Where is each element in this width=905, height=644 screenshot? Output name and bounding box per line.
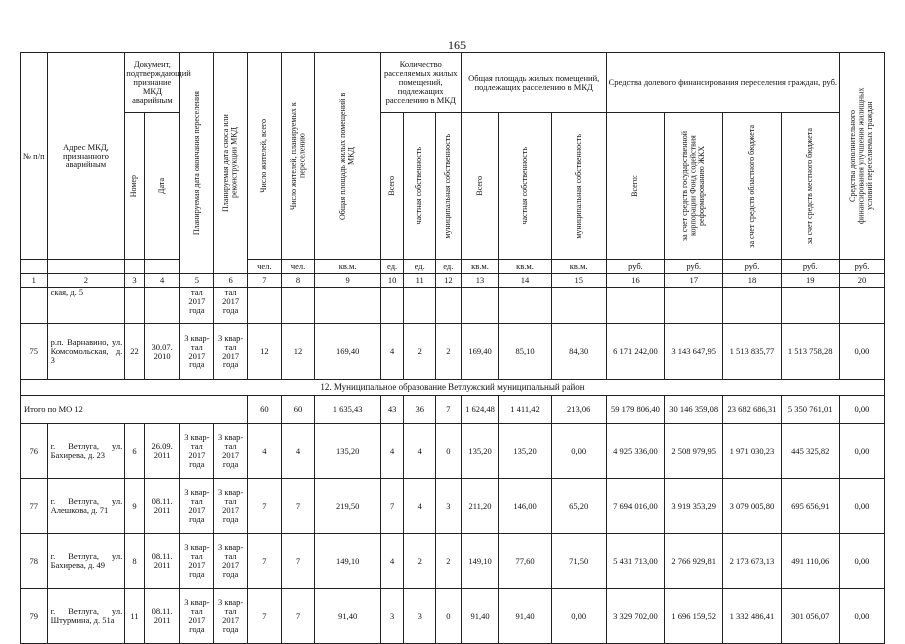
cell: 695 656,91 xyxy=(781,479,839,534)
header-col-number: № п/п xyxy=(21,53,48,260)
resettle-date-cell: 3 квар- тал 2017 года xyxy=(180,589,214,644)
cell: 85,10 xyxy=(499,324,551,380)
demolition-date-cell: 3 квар- тал 2017 года xyxy=(214,324,248,380)
resettle-date-cell: тал 2017 года xyxy=(180,288,214,324)
col-number: 8 xyxy=(281,274,315,288)
cell: 7 xyxy=(247,479,281,534)
cell: 7 xyxy=(281,534,315,589)
cell: 7 xyxy=(380,479,404,534)
cell: 71,50 xyxy=(551,534,606,589)
cell: 3 xyxy=(436,479,462,534)
unit-cell: ед. xyxy=(404,260,436,274)
cell: 7 xyxy=(247,589,281,644)
cell: 3 329 702,00 xyxy=(606,589,664,644)
address-cell: р.п. Варнавино, ул. Комсомольская, д. 3 xyxy=(47,324,125,380)
cell: 3 143 647,95 xyxy=(665,324,723,380)
header-funding-regional: за счет средств областного бюджета xyxy=(723,113,781,260)
cell: 0,00 xyxy=(551,589,606,644)
col-number: 3 xyxy=(125,274,144,288)
header-doc-number: Номер xyxy=(125,113,144,260)
cell: 0 xyxy=(436,424,462,479)
cell: 3 919 353,29 xyxy=(665,479,723,534)
cell: 84,30 xyxy=(551,324,606,380)
demolition-date-cell: 3 квар- тал 2017 года xyxy=(214,479,248,534)
col-number: 7 xyxy=(247,274,281,288)
cell: 43 xyxy=(380,396,404,424)
cell: 23 682 686,31 xyxy=(723,396,781,424)
cell: 445 325,82 xyxy=(781,424,839,479)
col-number: 1 xyxy=(21,274,48,288)
unit-cell: руб. xyxy=(839,260,884,274)
cell: 77,60 xyxy=(499,534,551,589)
cell: 7 xyxy=(281,479,315,534)
cell: 1 411,42 xyxy=(499,396,551,424)
cell: 301 056,07 xyxy=(781,589,839,644)
cell: 169,40 xyxy=(461,324,499,380)
col-number: 5 xyxy=(180,274,214,288)
col-number: 15 xyxy=(551,274,606,288)
demolition-date-cell: 3 квар- тал 2017 года xyxy=(214,589,248,644)
cell: 213,06 xyxy=(551,396,606,424)
header-address: Адрес МКД, признанного аварийным xyxy=(47,53,125,260)
header-doc-date: Дата xyxy=(144,113,180,260)
table-row xyxy=(21,324,885,380)
address-cell: г. Ветлуга, ул. Бахирева, д. 49 xyxy=(47,534,125,589)
header-area-private: частная собственность xyxy=(499,113,551,260)
header-funding: Средства долевого финансирования переселения граждан, руб. xyxy=(606,53,839,113)
table-row xyxy=(21,589,885,644)
header-additional-funding: Средства дополнительного финансирования улучшения жилищных условий переселяемых граждан xyxy=(839,53,884,260)
header-premises-private: частная собственность xyxy=(404,113,436,260)
cell: 149,10 xyxy=(315,534,380,589)
cell: 1 513 835,77 xyxy=(723,324,781,380)
cell: 219,50 xyxy=(315,479,380,534)
resettlement-table xyxy=(20,52,885,644)
col-number: 17 xyxy=(665,274,723,288)
address-cell: г. Ветлуга, ул. Алешкова, д. 71 xyxy=(47,479,125,534)
cell: 2 173 673,13 xyxy=(723,534,781,589)
cell: 4 xyxy=(404,479,436,534)
row-number: 79 xyxy=(21,589,48,644)
col-number: 6 xyxy=(214,274,248,288)
cell: 4 925 336,00 xyxy=(606,424,664,479)
header-area-total: Всего xyxy=(461,113,499,260)
header-resettlement-end-date: Планируемая дата окончания переселения xyxy=(180,53,214,274)
cell: 7 xyxy=(436,396,462,424)
cell: 12 xyxy=(247,324,281,380)
header-total-area: Общая площадь жилых помещений в МКД xyxy=(315,53,380,260)
cell: 4 xyxy=(247,424,281,479)
address-cell: г. Ветлуга, ул. Бахирева, д. 23 xyxy=(47,424,125,479)
table-row xyxy=(21,288,885,324)
header-residents-total: Число жителей, всего xyxy=(247,53,281,260)
cell: 0,00 xyxy=(839,534,884,589)
cell: 0,00 xyxy=(839,424,884,479)
resettle-date-cell: 3 квар- тал 2017 года xyxy=(180,424,214,479)
doc-date-cell: 08.11. 2011 xyxy=(144,479,180,534)
cell: 7 xyxy=(247,534,281,589)
cell: 60 xyxy=(281,396,315,424)
header-residents-planned: Число жителей, планируемых к переселению xyxy=(281,53,315,260)
unit-cell: руб. xyxy=(723,260,781,274)
col-number: 20 xyxy=(839,274,884,288)
col-number: 12 xyxy=(436,274,462,288)
cell: 0,00 xyxy=(551,424,606,479)
unit-cell: чел. xyxy=(247,260,281,274)
cell: 36 xyxy=(404,396,436,424)
cell: 135,20 xyxy=(499,424,551,479)
resettle-date-cell: 3 квар- тал 2017 года xyxy=(180,479,214,534)
cell: 30 146 359,08 xyxy=(665,396,723,424)
cell: 135,20 xyxy=(461,424,499,479)
cell: 491 110,06 xyxy=(781,534,839,589)
row-number: 78 xyxy=(21,534,48,589)
cell: 4 xyxy=(380,324,404,380)
cell: 4 xyxy=(404,424,436,479)
cell: 2 xyxy=(436,534,462,589)
cell: 169,40 xyxy=(315,324,380,380)
section-title: 12. Муниципальное образование Ветлужский муниципальный район xyxy=(21,380,885,396)
col-number: 19 xyxy=(781,274,839,288)
cell: 3 xyxy=(380,589,404,644)
cell: 91,40 xyxy=(315,589,380,644)
col-number: 9 xyxy=(315,274,380,288)
doc-date-cell: 30.07. 2010 xyxy=(144,324,180,380)
unit-cell: руб. xyxy=(665,260,723,274)
cell: 3 079 005,80 xyxy=(723,479,781,534)
unit-cell: ед. xyxy=(380,260,404,274)
header-funding-local: за счет средств местного бюджета xyxy=(781,113,839,260)
cell: 2 xyxy=(436,324,462,380)
resettle-date-cell: 3 квар- тал 2017 года xyxy=(180,324,214,380)
header-premises-count: Количество расселяемых жилых помещений, подлежащих расселению в МКД xyxy=(380,53,461,113)
unit-cell: ед. xyxy=(436,260,462,274)
unit-cell: чел. xyxy=(281,260,315,274)
cell: 1 332 486,41 xyxy=(723,589,781,644)
demolition-date-cell: 3 квар- тал 2017 года xyxy=(214,424,248,479)
cell: 0,00 xyxy=(839,396,884,424)
doc-number-cell: 6 xyxy=(125,424,144,479)
cell: 2 766 929,81 xyxy=(665,534,723,589)
cell: 4 xyxy=(281,424,315,479)
table-row xyxy=(21,479,885,534)
doc-number-cell: 11 xyxy=(125,589,144,644)
cell: 12 xyxy=(281,324,315,380)
cell: 0 xyxy=(436,589,462,644)
doc-number-cell: 22 xyxy=(125,324,144,380)
header-funding-fund: за счет средств государственной корпорации Фонд содействия реформированию ЖКХ xyxy=(665,113,723,260)
unit-cell: кв.м. xyxy=(551,260,606,274)
demolition-date-cell: 3 квар- тал 2017 года xyxy=(214,534,248,589)
doc-number-cell: 9 xyxy=(125,479,144,534)
doc-date-cell: 08.11. 2011 xyxy=(144,534,180,589)
doc-date-cell: 08.11. 2011 xyxy=(144,589,180,644)
cell: 211,20 xyxy=(461,479,499,534)
col-number: 4 xyxy=(144,274,180,288)
total-label: Итого по МО 12 xyxy=(21,396,248,424)
address-cell: г. Ветлуга, ул. Штурмина, д. 51а xyxy=(47,589,125,644)
header-document: Документ, подтверждающий признание МКД аварийным xyxy=(125,53,180,113)
cell: 1 635,43 xyxy=(315,396,380,424)
cell: 149,10 xyxy=(461,534,499,589)
col-number: 10 xyxy=(380,274,404,288)
table-row xyxy=(21,424,885,479)
cell: 91,40 xyxy=(461,589,499,644)
header-premises-municipal: муниципальная собственность xyxy=(436,113,462,260)
total-row xyxy=(21,396,885,424)
cell: 1 513 758,28 xyxy=(781,324,839,380)
unit-cell: руб. xyxy=(781,260,839,274)
cell: 7 xyxy=(281,589,315,644)
cell: 5 350 761,01 xyxy=(781,396,839,424)
cell: 146,00 xyxy=(499,479,551,534)
header-demolition-date: Планируемая дата сноса или реконструкции МКД xyxy=(214,53,248,274)
col-number: 11 xyxy=(404,274,436,288)
page-number: 165 xyxy=(448,38,466,52)
cell: 5 431 713,00 xyxy=(606,534,664,589)
row-number: 76 xyxy=(21,424,48,479)
col-number: 16 xyxy=(606,274,664,288)
header-premises-total: Всего xyxy=(380,113,404,260)
cell: 1 696 159,52 xyxy=(665,589,723,644)
cell: 2 xyxy=(404,534,436,589)
unit-cell: кв.м. xyxy=(499,260,551,274)
cell: 0,00 xyxy=(839,479,884,534)
cell: 6 171 242,00 xyxy=(606,324,664,380)
doc-number-cell: 8 xyxy=(125,534,144,589)
col-number: 2 xyxy=(47,274,125,288)
table-row xyxy=(21,534,885,589)
address-cell: ская, д. 5 xyxy=(47,288,125,324)
unit-cell: кв.м. xyxy=(315,260,380,274)
cell: 135,20 xyxy=(315,424,380,479)
doc-date-cell: 26.09. 2011 xyxy=(144,424,180,479)
row-number: 77 xyxy=(21,479,48,534)
cell: 91,40 xyxy=(499,589,551,644)
cell: 0,00 xyxy=(839,324,884,380)
cell: 2 xyxy=(404,324,436,380)
header-funding-total: Всего: xyxy=(606,113,664,260)
col-number: 14 xyxy=(499,274,551,288)
cell: 0,00 xyxy=(839,589,884,644)
header-area-to-resettle: Общая площадь жилых помещений, подлежащих расселению в МКД xyxy=(461,53,606,113)
col-number: 18 xyxy=(723,274,781,288)
demolition-date-cell: тал 2017 года xyxy=(214,288,248,324)
cell: 7 694 016,00 xyxy=(606,479,664,534)
cell: 65,20 xyxy=(551,479,606,534)
cell: 59 179 806,40 xyxy=(606,396,664,424)
cell: 4 xyxy=(380,424,404,479)
cell: 1 971 030,23 xyxy=(723,424,781,479)
col-number: 13 xyxy=(461,274,499,288)
cell: 2 508 979,95 xyxy=(665,424,723,479)
cell: 60 xyxy=(247,396,281,424)
unit-cell: кв.м. xyxy=(461,260,499,274)
row-number: 75 xyxy=(21,324,48,380)
unit-cell: руб. xyxy=(606,260,664,274)
cell: 4 xyxy=(380,534,404,589)
cell: 3 xyxy=(404,589,436,644)
resettle-date-cell: 3 квар- тал 2017 года xyxy=(180,534,214,589)
cell: 1 624,48 xyxy=(461,396,499,424)
header-area-municipal: муниципальная собственность xyxy=(551,113,606,260)
